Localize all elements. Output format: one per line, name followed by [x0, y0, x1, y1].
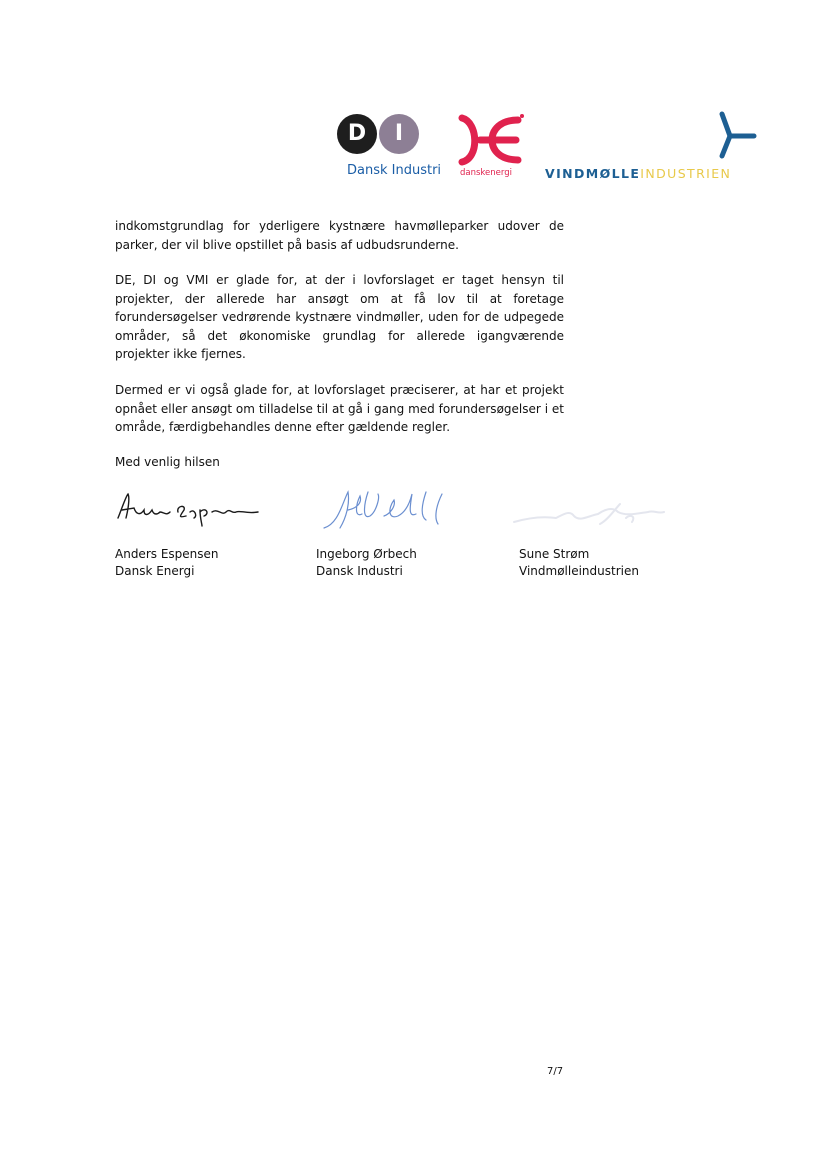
signatory-3-name: Sune Strøm — [519, 547, 590, 561]
greeting: Med venlig hilsen — [115, 455, 220, 469]
vindmoelleindustrien-logo — [540, 110, 760, 182]
signatory-2-name: Ingeborg Ørbech — [316, 547, 417, 561]
signatory-1 — [115, 546, 219, 580]
paragraph-1: indkomstgrundlag for yderligere kystnære havmølleparker udover de parker, der vil blive opstillet på basis af udbudsrunderne. — [115, 219, 564, 252]
signatory-3 — [519, 546, 639, 580]
signatory-2 — [316, 546, 417, 580]
danskenergi-logo-name: danskenergi — [460, 168, 512, 178]
signatory-1-name: Anders Espensen — [115, 547, 219, 561]
di-logo-i: I — [379, 114, 419, 154]
di-logo-name: Dansk Industri — [347, 163, 442, 178]
signatory-3-org: Vindmølleindustrien — [519, 564, 639, 578]
paragraph-2: DE, DI og VMI er glade for, at der i lovforslaget er taget hensyn til projekter, der allerede har ansøgt om at få lov til at foretage forundersøgelser vedrørende kystnære vindmøller, uden for de udpegede områder, så det økonomiske grundlag for allerede igangværende projekter ikke fjernes. — [115, 273, 564, 362]
signatory-2-org: Dansk Industri — [316, 564, 403, 578]
vmi-logo-name — [545, 166, 731, 181]
vmi-logo-name-part1: VINDMØLLE — [545, 166, 641, 181]
dansk-industri-logo — [337, 114, 447, 182]
paragraph-3: Dermed er vi også glade for, at lovforslaget præciserer, at har et projekt opnået eller ansøgt om tilladelse til at gå i gang med forundersøgelser i et område, færdigbehandles denne efter gældende regler. — [115, 383, 564, 435]
signature-anders-espensen — [114, 488, 264, 528]
signatory-1-org: Dansk Energi — [115, 564, 195, 578]
page-number: 7/7 — [547, 1066, 564, 1077]
danskenergi-logo — [456, 112, 526, 182]
wind-turbine-icon — [718, 110, 758, 160]
danskenergi-logo-mark — [456, 112, 526, 168]
signature-ingeborg-orbech — [318, 484, 468, 534]
signature-sune-stroem — [508, 494, 668, 534]
vmi-logo-name-part2: INDUSTRIEN — [640, 166, 732, 181]
di-logo-d: D — [337, 114, 377, 154]
